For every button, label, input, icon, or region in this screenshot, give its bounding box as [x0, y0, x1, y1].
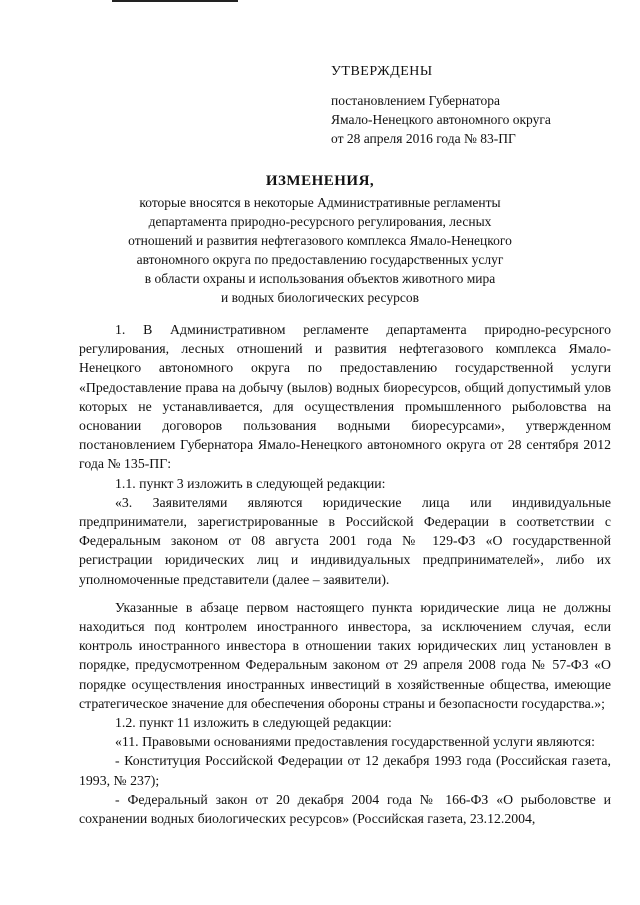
heading-line: в области охраны и использования объектов животного мира: [144, 271, 496, 286]
heading-line: и водных биологических ресурсов: [221, 290, 419, 305]
heading-line: которые вносятся в некоторые Административные регламенты: [139, 195, 501, 210]
heading-line: департамента природно-ресурсного регулирования, лесных: [148, 214, 492, 229]
scan-edge-line: [112, 0, 238, 2]
approval-line: Ямало-Ненецкого автономного округа: [331, 112, 551, 127]
paragraph: Указанные в абзаце первом настоящего пункта юридические лица не должны находиться под контролем иностранного инвестора, за исключением случая, если контроль иностранного инвестора в отношении таких юридических лиц установлен в порядке, предусмотренном Федеральным законом от 29 апреля 2008 года № 57-ФЗ «О порядке осуществления иностранных инвестиций в хозяйственные общества, имеющие стратегическое значение для обеспечения обороны страны и безопасности государства.»;: [79, 599, 611, 711]
heading-line: автономного округа по предоставлению государственных услуг: [136, 252, 504, 267]
approval-title: УТВЕРЖДЕНЫ: [331, 64, 433, 79]
paragraph: «3. Заявителями являются юридические лица или индивидуальные предприниматели, зарегистрированные в Российской Федерации в соответствии с Федеральным законом от 08 августа 2001 года № 129-ФЗ «О государственной регистрации юридических лиц и индивидуальных предпринимателей», либо их уполномоченные представители (далее – заявители).: [79, 494, 611, 587]
approval-line: от 28 апреля 2016 года № 83-ПГ: [331, 131, 516, 146]
paragraph: 1. В Административном регламенте департамента природно-ресурсного регулирования, лесных отношений и развития нефтегазового комплекса Ямало-Ненецкого автономного округа по предоставлению государственной услуги «Предоставление права на добычу (вылов) водных биоресурсов, общий допустимый улов которых не устанавливается, для осуществления промышленного рыболовства на основании договоров пользования водными биоресурсами», утвержденном постановлением Губернатора Ямало-Ненецкого автономного округа от 28 сентября 2012 года № 135-ПГ:: [79, 322, 611, 472]
document-heading: [80, 172, 560, 307]
heading-title: ИЗМЕНЕНИЯ,: [265, 173, 375, 189]
document-body: [79, 320, 611, 828]
paragraph: 1.2. пункт 11 изложить в следующей редакции:: [115, 715, 392, 731]
heading-line: отношений и развития нефтегазового комплекса Ямало-Ненецкого: [128, 233, 512, 248]
approval-block: [331, 62, 551, 148]
paragraph: - Конституция Российской Федерации от 12 декабря 1993 года (Российская газета, 1993, № 237);: [79, 753, 611, 788]
paragraph: 1.1. пункт 3 изложить в следующей редакции:: [115, 475, 386, 491]
approval-line: постановлением Губернатора: [331, 93, 500, 108]
paragraph: «11. Правовыми основаниями предоставления государственной услуги являются:: [115, 734, 595, 750]
paragraph: - Федеральный закон от 20 декабря 2004 года № 166-ФЗ «О рыболовстве и сохранении водных биологических ресурсов» (Российская газета, 23.12.2004,: [79, 791, 611, 827]
